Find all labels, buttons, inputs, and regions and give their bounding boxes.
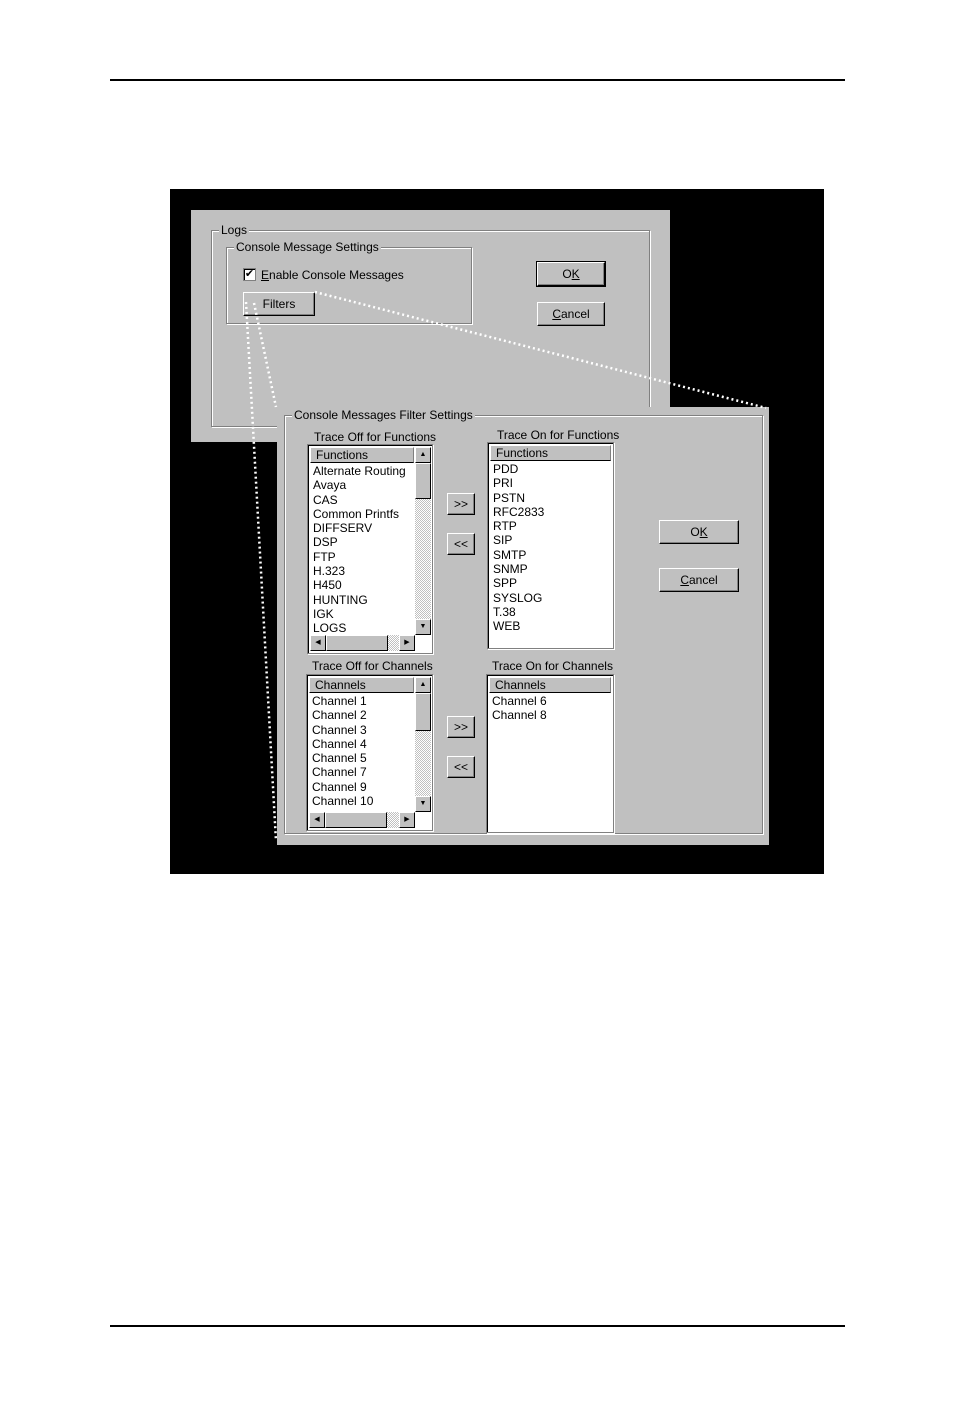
list-item[interactable]: H.323 bbox=[313, 564, 346, 579]
scroll-up-icon[interactable]: ▲ bbox=[415, 447, 431, 463]
trace-off-channels-title: Trace Off for Channels bbox=[312, 659, 433, 673]
list-item[interactable]: FTP bbox=[313, 549, 336, 564]
list-item[interactable]: RTP bbox=[493, 519, 517, 534]
list-item[interactable]: Channel 10 bbox=[312, 794, 374, 809]
list-item[interactable]: PRI bbox=[493, 476, 514, 491]
functions-column-header[interactable]: Functions bbox=[310, 447, 414, 463]
list-item[interactable]: IGK bbox=[313, 606, 334, 621]
list-item[interactable]: Channel 1 bbox=[312, 694, 367, 708]
list-item[interactable]: PDD bbox=[493, 462, 519, 476]
scroll-up-icon[interactable]: ▲ bbox=[415, 677, 431, 693]
logs-cancel-button[interactable]: Cancel bbox=[537, 302, 605, 326]
list-item[interactable]: Channel 9 bbox=[312, 779, 367, 794]
list-item[interactable]: DIFFSERV bbox=[313, 521, 373, 536]
list-item[interactable]: SIP bbox=[493, 533, 513, 548]
list-item[interactable]: Avaya bbox=[313, 478, 347, 493]
list-item[interactable]: Channel 8 bbox=[492, 708, 547, 723]
list-item[interactable]: Alternate Routing bbox=[313, 464, 406, 478]
trace-on-channels-title: Trace On for Channels bbox=[492, 659, 613, 673]
list-item[interactable]: SYSLOG bbox=[493, 590, 543, 605]
move-right-channels-button[interactable]: >> bbox=[447, 716, 475, 738]
list-item[interactable]: Channel 5 bbox=[312, 751, 367, 766]
list-item[interactable]: CAS bbox=[313, 492, 338, 507]
list-item[interactable]: HUNTING bbox=[313, 592, 368, 607]
list-item[interactable]: Channel 4 bbox=[312, 736, 367, 751]
scroll-right-icon[interactable]: ▶ bbox=[399, 635, 415, 651]
logs-ok-button[interactable]: OK bbox=[537, 262, 605, 286]
screenshot-panel bbox=[170, 189, 824, 874]
channels-column-header[interactable]: Channels bbox=[309, 677, 414, 693]
list-item[interactable]: T.38 bbox=[493, 604, 516, 619]
list-item[interactable]: SPP bbox=[493, 576, 518, 591]
list-item[interactable]: Channel 7 bbox=[312, 765, 367, 780]
list-item[interactable]: DSP bbox=[313, 535, 338, 550]
filters-button[interactable]: Filters bbox=[243, 292, 315, 316]
scroll-down-icon[interactable]: ▼ bbox=[415, 619, 431, 635]
list-item[interactable]: Channel 3 bbox=[312, 722, 367, 737]
filter-ok-button[interactable]: OK bbox=[659, 520, 739, 544]
list-item[interactable]: SNMP bbox=[493, 562, 528, 577]
list-item[interactable]: Channel 6 bbox=[492, 694, 547, 708]
channels-column-header[interactable]: Channels bbox=[489, 677, 611, 693]
logs-group-label: Logs bbox=[221, 223, 248, 237]
functions-column-header[interactable]: Functions bbox=[490, 445, 611, 461]
list-item[interactable]: Common Printfs bbox=[313, 506, 400, 521]
enable-console-messages-label: Enable Console Messages bbox=[261, 268, 404, 282]
scroll-left-icon[interactable]: ◀ bbox=[310, 635, 326, 651]
list-item[interactable]: H450 bbox=[313, 578, 342, 593]
bottom-rule bbox=[110, 1325, 845, 1327]
list-item[interactable]: LOGS bbox=[313, 621, 347, 636]
move-right-functions-button[interactable]: >> bbox=[447, 493, 475, 515]
list-item[interactable]: RFC2833 bbox=[493, 504, 545, 519]
list-item[interactable]: WEB bbox=[493, 619, 521, 634]
trace-on-functions-title: Trace On for Functions bbox=[497, 428, 620, 442]
top-rule bbox=[110, 79, 845, 81]
zoom-callout-lines bbox=[170, 189, 824, 874]
console-settings-label: Console Message Settings bbox=[236, 240, 379, 254]
move-left-functions-button[interactable]: << bbox=[447, 533, 475, 555]
list-item[interactable]: Channel 2 bbox=[312, 708, 367, 723]
scroll-down-icon[interactable]: ▼ bbox=[415, 796, 431, 812]
move-left-channels-button[interactable]: << bbox=[447, 756, 475, 778]
trace-off-functions-title: Trace Off for Functions bbox=[314, 430, 437, 444]
filter-settings-label: Console Messages Filter Settings bbox=[294, 408, 473, 422]
scroll-right-icon[interactable]: ▶ bbox=[399, 812, 415, 828]
filter-cancel-button[interactable]: Cancel bbox=[659, 568, 739, 592]
list-item[interactable]: PSTN bbox=[493, 490, 526, 505]
scroll-left-icon[interactable]: ◀ bbox=[309, 812, 325, 828]
enable-console-messages-checkbox[interactable]: ✔ bbox=[244, 268, 255, 280]
list-item[interactable]: SMTP bbox=[493, 547, 527, 562]
